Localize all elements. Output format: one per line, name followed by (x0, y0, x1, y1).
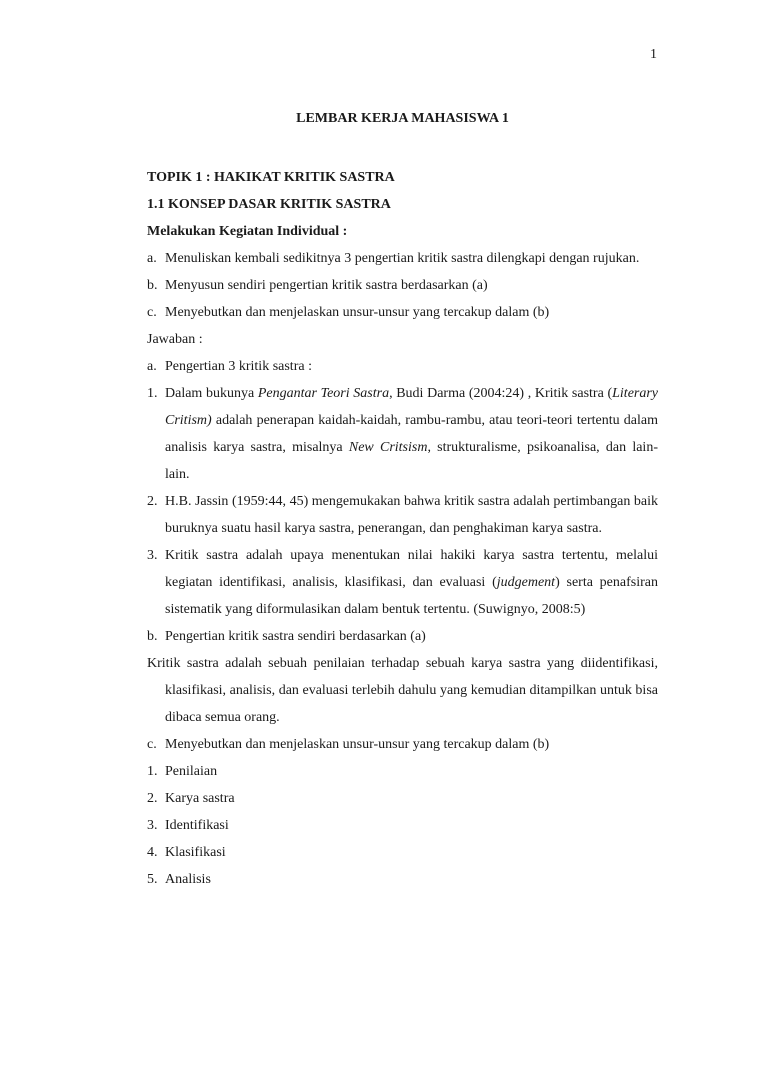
list-item (147, 245, 658, 272)
definition-item (147, 488, 658, 542)
definition-item (147, 380, 658, 488)
list-marker: b. (147, 629, 158, 644)
text-run: ) serta penafsiran sistematik yang diformulasikan dalam bentuk tertentu. (Suwignyo, 2008:5) (165, 575, 658, 617)
list-marker: c. (147, 305, 157, 320)
book-title: Pengantar Teori Sastra (257, 386, 390, 401)
list-marker: 1. (147, 764, 158, 779)
list-marker: 3. (147, 818, 158, 833)
list-item-text: Menuliskan kembali sedikitnya 3 pengertian kritik sastra dilengkapi dengan rujukan. (165, 251, 640, 266)
term: judgement (496, 575, 556, 590)
sub-heading: 1.1 KONSEP DASAR KRITIK SASTRA (147, 197, 391, 212)
list-marker: 4. (147, 845, 158, 860)
list-marker: 2. (147, 791, 158, 806)
definition-text (165, 542, 658, 623)
list-item-text: Menyebutkan dan menjelaskan unsur-unsur yang tercakup dalam (b) (165, 305, 550, 320)
list-item (147, 785, 658, 812)
worksheet-content (147, 164, 658, 893)
list-item-text: Penilaian (165, 764, 218, 779)
list-item-text: Menyebutkan dan menjelaskan unsur-unsur yang tercakup dalam (b) (165, 737, 550, 752)
list-item-text: Pengertian kritik sastra sendiri berdasarkan (a) (165, 629, 426, 644)
page-number: 1 (650, 47, 657, 62)
list-item (147, 758, 658, 785)
answer-label: Jawaban : (147, 332, 203, 347)
list-item-text: Menyusun sendiri pengertian kritik sastra berdasarkan (a) (165, 278, 488, 293)
list-item (147, 299, 658, 326)
list-marker: 5. (147, 872, 158, 887)
list-item (147, 812, 658, 839)
list-marker: 3. (147, 548, 158, 563)
list-item-text: Identifikasi (165, 818, 229, 833)
list-item-text: Analisis (165, 872, 211, 887)
definition-item (147, 542, 658, 623)
own-definition: Kritik sastra adalah sebuah penilaian terhadap sebuah karya sastra yang diidentifikasi, klasifikasi, analisis, dan evaluasi terlebih dahulu yang kemudian ditampilkan untuk bisa dibaca semua orang. (147, 656, 658, 725)
list-marker: 2. (147, 494, 158, 509)
list-item-text: Karya sastra (165, 791, 235, 806)
definition-text: H.B. Jassin (1959:44, 45) mengemukakan bahwa kritik sastra adalah pertimbangan baik buruknya suatu hasil karya sastra, penerangan, dan penghakiman karya sastra. (165, 494, 658, 536)
list-marker: a. (147, 359, 157, 374)
text-run: Dalam bukunya (165, 386, 258, 401)
list-item-text: Pengertian 3 kritik sastra : (165, 359, 312, 374)
list-marker: b. (147, 278, 158, 293)
list-marker: c. (147, 737, 157, 752)
page-title: LEMBAR KERJA MAHASISWA 1 (296, 111, 509, 126)
list-item (147, 272, 658, 299)
term: Literary Critism) (165, 386, 659, 428)
definition-text (165, 380, 658, 488)
task-list (147, 245, 658, 326)
term: New Critsism (348, 440, 428, 455)
text-run: adalah penerapan kaidah-kaidah, rambu-rambu, atau teori-teori tertentu dalam analisis karya sastra, misalnya (165, 413, 658, 455)
list-item-text: Klasifikasi (165, 845, 226, 860)
definition-list (147, 380, 658, 623)
text-run: , strukturalisme, psikoanalisa, dan lain-lain. (165, 440, 658, 482)
text-run: , Budi Darma (2004:24) , Kritik sastra ( (389, 386, 613, 401)
answer-a (147, 353, 658, 380)
list-marker: a. (147, 251, 157, 266)
topic-heading: TOPIK 1 : HAKIKAT KRITIK SASTRA (147, 170, 395, 185)
list-marker: 1. (147, 386, 158, 401)
text-run: Kritik sastra adalah upaya menentukan nilai hakiki karya sastra tertentu, melalui kegiatan identifikasi, analisis, klasifikasi, dan evaluasi ( (165, 548, 658, 590)
list-item (147, 839, 658, 866)
answer-b (147, 623, 658, 650)
element-list (147, 758, 658, 893)
answer-c (147, 731, 658, 758)
list-item (147, 866, 658, 893)
activity-heading: Melakukan Kegiatan Individual : (147, 224, 348, 239)
